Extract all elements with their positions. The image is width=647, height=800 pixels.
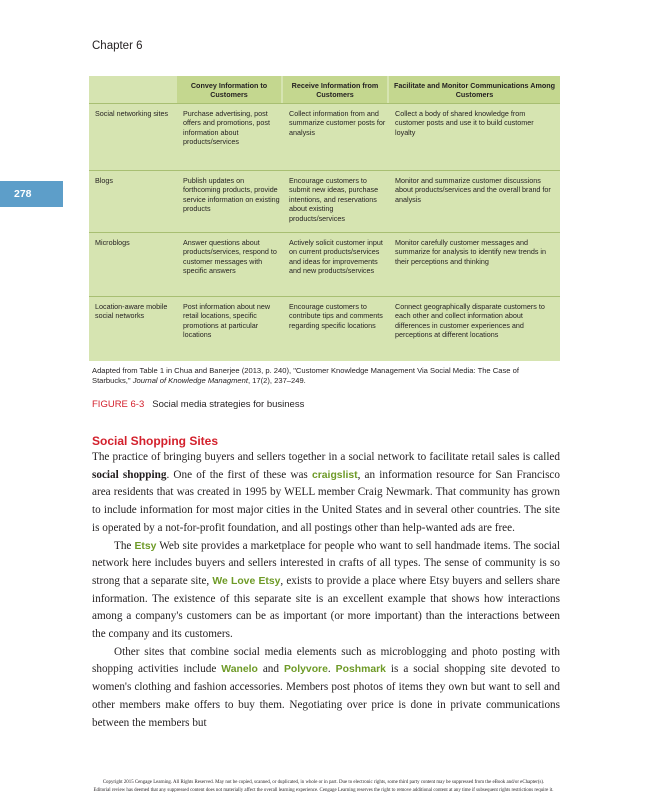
- polyvore-link[interactable]: Polyvore: [283, 664, 328, 676]
- text-run: . One of the first of these was: [166, 468, 312, 481]
- text-run: , exists to provide a place where Etsy buyers and sellers share information. The existence of this separate site is an excellent example that shows how interactions among a company's customers can be as important (or more important) than the interactions between the company and its customers.: [92, 574, 560, 641]
- text-run: Web site provides a marketplace for people who want to sell handmade items. The social network here includes buyers and sellers interested in crafts of all types. The sense of community is so strong that a separate site,: [92, 539, 560, 587]
- figure-caption: [92, 399, 304, 410]
- figure-title: Social media strategies for business: [152, 399, 305, 410]
- text-run: , an information resource for San Francisco area residents that was created in 1995 by WELL member Craig Newmark. That community has grown to include information for most major cities in the United States and in several other countries. The site is operated by a not-for-profit foundation, and all postings other than help-wanted ads are free.: [92, 468, 560, 534]
- copyright-line: Editorial review has deemed that any suppressed content does not materially affect the overall learning experience. Cengage Learning reserves the right to remove additional content at any time if subsequent rights restrictions require it.: [93, 788, 554, 793]
- row-label: Social networking sites: [95, 109, 169, 118]
- text-run: and: [257, 663, 284, 676]
- body-text: [92, 449, 560, 732]
- cell-convey: Post information about new retail locations, specific promotions at particular locations: [183, 302, 271, 340]
- table-row: [89, 103, 560, 171]
- figure-number: FIGURE 6-3: [92, 399, 145, 410]
- text-run: The: [114, 539, 135, 552]
- cell-facilitate: Connect geographically disparate customers to each other and collect information about differences in customer experiences and perceptions at different locations: [395, 302, 545, 340]
- we-love-etsy-link[interactable]: We Love Etsy: [212, 575, 281, 587]
- cell-receive: Collect information from and summarize customer posts for analysis: [289, 109, 386, 137]
- column-header-receive: Receive Information from Customers: [283, 76, 387, 103]
- paragraph: [92, 449, 560, 538]
- cell-facilitate: Collect a body of shared knowledge from customer posts and use it to build customer loyalty: [395, 109, 534, 137]
- page-number-tab: 278: [0, 181, 63, 207]
- table-row: [89, 170, 560, 233]
- paragraph: [92, 644, 560, 733]
- text-run: The practice of bringing buyers and sellers together in a social network to facilitate retail sales is called: [92, 451, 560, 463]
- figure-source-note: [92, 366, 552, 386]
- cell-receive: Encourage customers to submit new ideas, purchase intentions, and reservations about existing products/services: [289, 176, 379, 223]
- source-prefix: Adapted from Table 1 in Chua and Banerjee (2013, p. 240), "Customer Knowledge Management Via Social Media: The Case of Starbucks,": [92, 366, 519, 385]
- key-term: social shopping: [92, 468, 167, 481]
- text-run: Other sites that combine social media elements such as microblogging and photo posting with shopping activities include: [92, 645, 560, 676]
- wanelo-link[interactable]: Wanelo: [221, 664, 258, 676]
- cell-convey: Publish updates on forthcoming products, provide service information on existing products: [183, 176, 280, 214]
- paragraph: [92, 538, 560, 644]
- row-label: Location-aware mobile social networks: [95, 302, 168, 321]
- cell-receive: Actively solicit customer input on current products/services and ideas for improvements and new products/services: [289, 238, 383, 276]
- poshmark-link[interactable]: Poshmark: [335, 664, 386, 676]
- section-heading: Social Shopping Sites: [92, 434, 219, 448]
- cell-receive: Encourage customers to contribute tips and comments regarding specific locations: [289, 302, 383, 330]
- row-label: Microblogs: [95, 238, 130, 247]
- figure-table: [89, 76, 560, 361]
- craigslist-link[interactable]: craigslist: [311, 469, 358, 481]
- source-journal: Journal of Knowledge Managment: [132, 376, 248, 385]
- row-label: Blogs: [95, 176, 113, 185]
- chapter-label: Chapter 6: [92, 40, 143, 52]
- copyright-line: Copyright 2015 Cengage Learning. All Rights Reserved. May not be copied, scanned, or duplicated, in whole or in part. Due to electronic rights, some third party content may be suppressed from the eBook and/or eChapter(s).: [102, 780, 545, 785]
- cell-convey: Answer questions about products/services, respond to customer messages with specific answers: [183, 238, 277, 276]
- cell-facilitate: Monitor carefully customer messages and summarize for analysis to identify new trends in their perceptions and thinking: [395, 238, 547, 266]
- column-header-convey: Convey Information to Customers: [177, 76, 281, 103]
- cell-facilitate: Monitor and summarize customer discussions about products/services and the overall brand for analysis: [395, 176, 551, 204]
- copyright-footer: [0, 779, 647, 795]
- text-run: is a social shopping site devoted to women's clothing and fashion accessories. Members post photos of items they own but want to sell and other members make offers to buy them. Negotiating over price is done in private communications between the members but: [92, 663, 561, 729]
- source-suffix: , 17(2), 237–249.: [247, 376, 306, 385]
- column-header-facilitate: Facilitate and Monitor Communications Among Customers: [389, 76, 560, 103]
- cell-convey: Purchase advertising, post offers and promotions, post information about products/services: [183, 109, 270, 147]
- table-row: [89, 232, 560, 297]
- etsy-link[interactable]: Etsy: [134, 540, 157, 552]
- table-row: [89, 296, 560, 362]
- text-run: .: [327, 663, 336, 676]
